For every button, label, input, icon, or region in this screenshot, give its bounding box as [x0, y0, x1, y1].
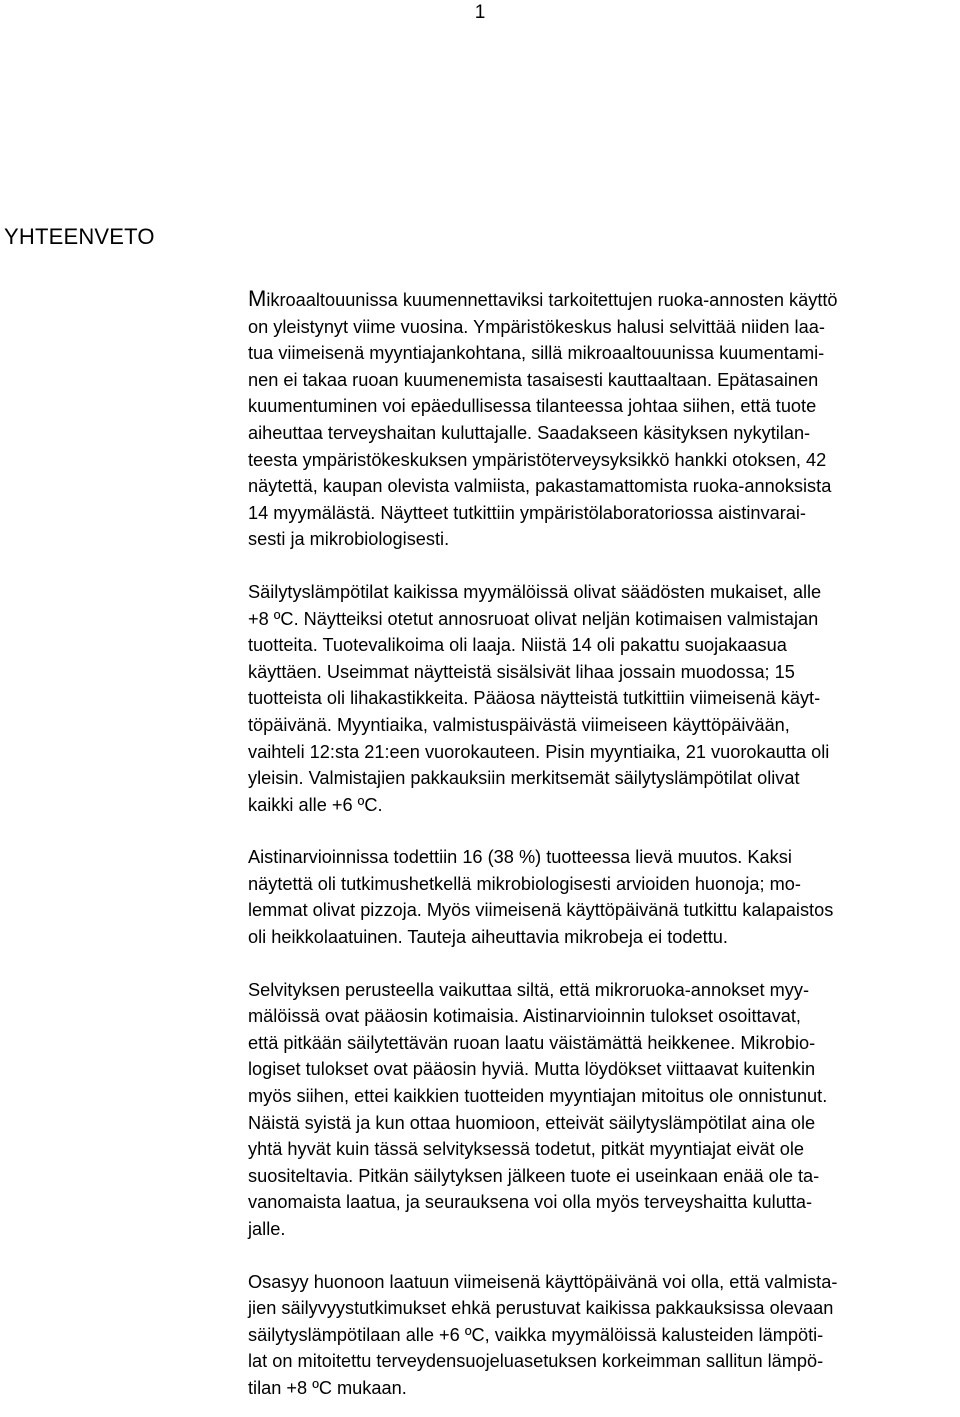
- paragraph-2: [248, 579, 960, 818]
- text-line: nen ei takaa ruoan kuumenemista tasaisesti kauttaaltaan. Epätasainen: [248, 369, 819, 390]
- text-line: käyttäen. Useimmat näytteistä sisälsivät lihaa jossain muodossa; 15: [248, 661, 795, 682]
- text-line: töpäivänä. Myyntiaika, valmistuspäivästä viimeiseen käyttöpäivään,: [248, 714, 790, 735]
- section-heading: YHTEENVETO: [4, 224, 155, 249]
- text-line: kaikki alle +6 ºC.: [248, 794, 383, 815]
- text-line: yhtä hyvät kuin tässä selvityksessä todetut, pitkät myyntiajat eivät ole: [248, 1139, 804, 1160]
- text-line: Osasyy huonoon laatuun viimeisenä käyttöpäivänä voi olla, että valmista-: [248, 1271, 838, 1292]
- text-line: teesta ympäristökeskuksen ympäristöterveysyksikkö hankki otoksen, 42: [248, 449, 827, 470]
- text-line: kuumentuminen voi epäedullisessa tilanteessa johtaa siihen, että tuote: [248, 396, 817, 417]
- summary-body: [248, 286, 960, 1402]
- text-line: tilan +8 ºC mukaan.: [248, 1377, 407, 1398]
- text-line: vaihteli 12:sta 21:een vuorokauteen. Pisin myyntiaika, 21 vuorokautta oli: [248, 741, 830, 762]
- page-number: 1: [474, 2, 486, 23]
- text-line: mälöissä ovat pääosin kotimaisia. Aistinarvioinnin tulokset osoittavat,: [248, 1006, 801, 1027]
- text-line: jalle.: [248, 1219, 286, 1239]
- text-line: myös siihen, ettei kaikkien tuotteiden myyntiajan mitoitus ole onnistunut.: [248, 1086, 828, 1107]
- text-line: näytettä oli tutkimushetkellä mikrobiologisesti arvioiden huonoja; mo-: [248, 873, 801, 894]
- paragraph-3: [248, 844, 960, 950]
- text-line: tua viimeisenä myyntiajankohtana, sillä mikroaaltouunissa kuumentami-: [248, 343, 825, 364]
- text-line: säilytyslämpötilaan alle +6 ºC, vaikka myymälöissä kalusteiden lämpöti-: [248, 1324, 824, 1345]
- text-line: tuotteita. Tuotevalikoima oli laaja. Niistä 14 oli pakattu suojakaasua: [248, 635, 787, 656]
- text-line: että pitkään säilytettävän ruoan laatu väistämättä heikkenee. Mikrobio-: [248, 1032, 816, 1053]
- text-line: lat on mitoitettu terveydensuojeluasetuksen korkeimman sallitun lämpö-: [248, 1351, 824, 1372]
- paragraph-spacer: [248, 1243, 960, 1269]
- text-line: jien säilyvyystutkimukset ehkä perustuvat kaikissa pakkauksissa olevaan: [248, 1298, 834, 1319]
- paragraph-4: [248, 977, 960, 1243]
- text-line: Selvityksen perusteella vaikuttaa siltä, että mikroruoka-annokset myy-: [248, 979, 810, 1000]
- text-line: logiset tulokset ovat pääosin hyviä. Mutta löydökset viittaavat kuitenkin: [248, 1059, 816, 1080]
- text-line: sesti ja mikrobiologisesti.: [248, 529, 450, 550]
- text-line: Aistinarvioinnissa todettiin 16 (38 %) tuotteessa lievä muutos. Kaksi: [248, 847, 792, 868]
- paragraph-1: [248, 286, 960, 553]
- initial-letter: M: [248, 286, 267, 311]
- paragraph-5: [248, 1269, 960, 1402]
- text-line: aiheuttaa terveyshaitan kuluttajalle. Saadakseen käsityksen nykytilan-: [248, 422, 811, 443]
- text-line: yleisin. Valmistajien pakkauksiin merkitsemät säilytyslämpötilat olivat: [248, 768, 800, 789]
- text-line: tuotteista oli lihakastikkeita. Pääosa näytteistä tutkittiin viimeisenä käyt-: [248, 688, 821, 709]
- text-line: vanomaista laatua, ja seurauksena voi olla myös terveyshaitta kulutta-: [248, 1192, 813, 1213]
- text-line: oli heikkolaatuinen. Tauteja aiheuttavia mikrobeja ei todettu.: [248, 927, 728, 948]
- paragraph-spacer: [248, 951, 960, 977]
- text-line: suositeltavia. Pitkän säilytyksen jälkeen tuote ei useinkaan enää ole ta-: [248, 1165, 820, 1186]
- text-line: 14 myymälästä. Näytteet tutkittiin ympäristölaboratoriossa aistinvarai-: [248, 502, 806, 523]
- paragraph-spacer: [248, 818, 960, 844]
- text-line: Säilytyslämpötilat kaikissa myymälöissä olivat säädösten mukaiset, alle: [248, 581, 822, 602]
- text-line: Mikroaaltouunissa kuumennettaviksi tarkoitettujen ruoka-annosten käyttö: [248, 286, 838, 311]
- text-line: näytettä, kaupan olevista valmiista, pakastamattomista ruoka-annoksista: [248, 476, 832, 497]
- paragraph-spacer: [248, 553, 960, 579]
- text-line: Näistä syistä ja kun ottaa huomioon, etteivät säilytyslämpötilat aina ole: [248, 1112, 816, 1133]
- text-line: +8 ºC. Näytteiksi otetut annosruoat olivat neljän kotimaisen valmistajan: [248, 608, 819, 629]
- text-line: lemmat olivat pizzoja. Myös viimeisenä käyttöpäivänä tutkittu kalapaistos: [248, 900, 834, 921]
- text-line: on yleistynyt viime vuosina. Ympäristökeskus halusi selvittää niiden laa-: [248, 316, 825, 337]
